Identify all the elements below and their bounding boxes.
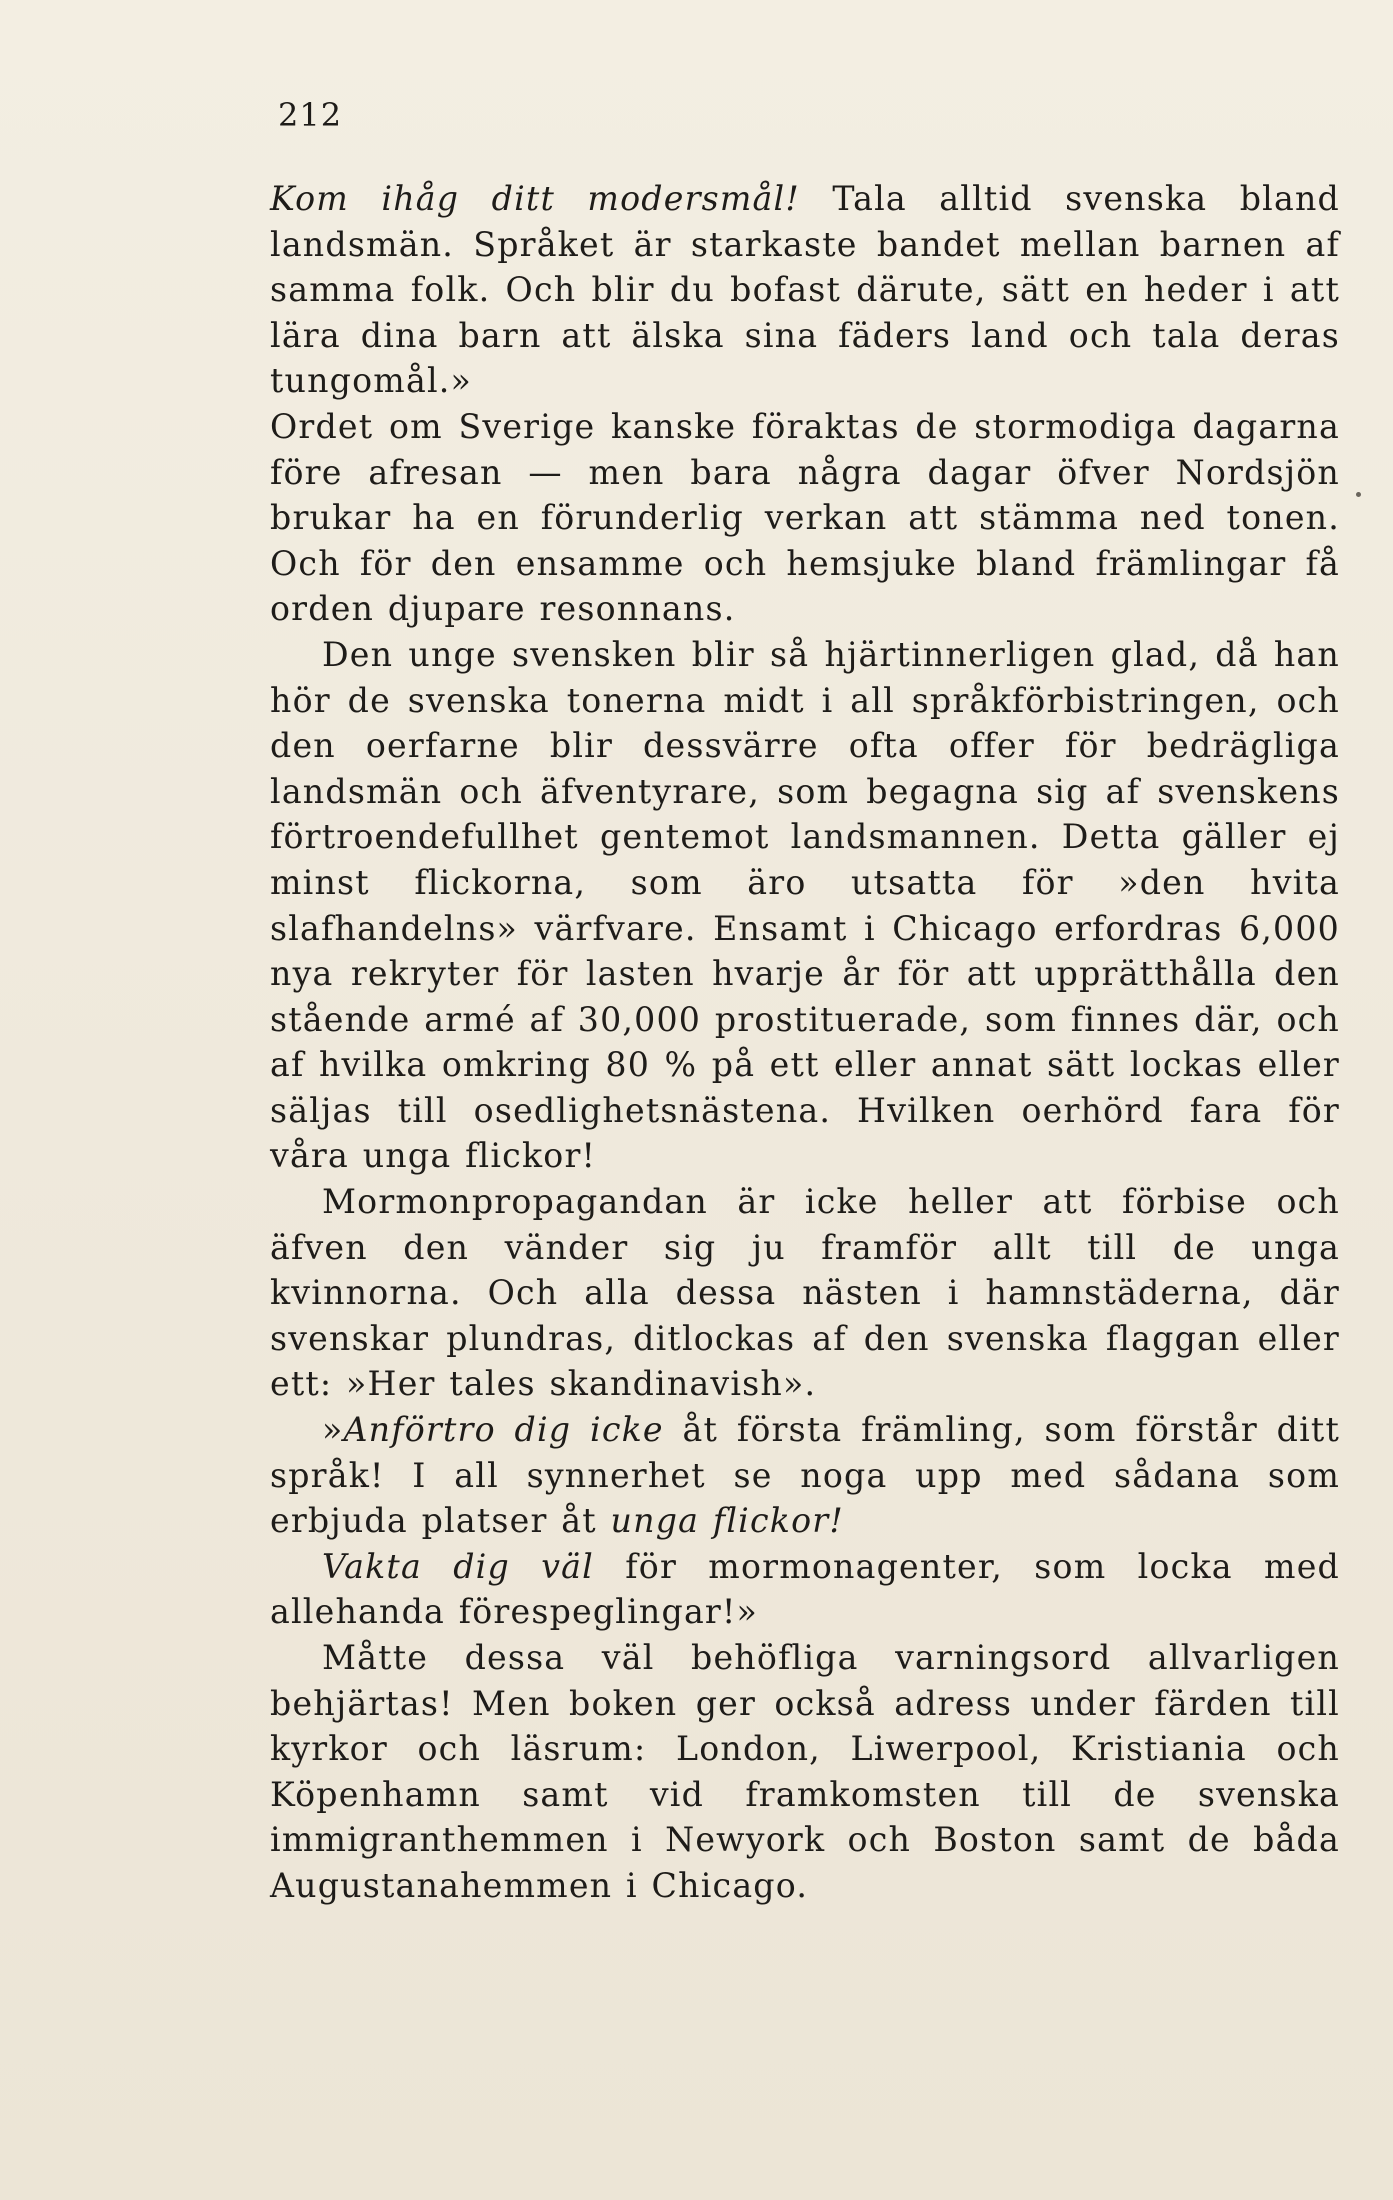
margin-speck — [1356, 492, 1361, 497]
text-run: Kom ihåg ditt modersmål! — [270, 179, 800, 218]
text-run: Ordet om Sverige kanske föraktas de stormodiga dagarna före afresan — men bara några dagar öfver Nordsjön brukar ha en förunderlig verkan att stämma ned tonen. Och för den ensamme och hemsjuke bland främlingar få orden djupare resonnans. — [270, 406, 1340, 629]
paragraph — [270, 176, 1340, 404]
text-run: Måtte dessa väl behöfliga varningsord allvarligen behjärtas! Men boken ger också adress under färden till kyrkor och läsrum: London, Liwerpool, Kristiania och Köpenhamn samt vid framkomsten till de svenska immigranthemmen i Newyork och Boston samt de båda Augustanahemmen i Chicago. — [270, 1638, 1340, 1905]
page-number: 212 — [278, 96, 343, 134]
text-run: Anförtro dig icke — [343, 1410, 664, 1450]
paragraph — [270, 1635, 1340, 1909]
paragraph — [270, 1179, 1340, 1407]
paragraph — [270, 1544, 1340, 1635]
text-run: » — [322, 1410, 344, 1450]
text-run: åt första främling, som förstår ditt språk! I all synnerhet se noga upp med sådana som erbjuda platser åt — [270, 1410, 1340, 1541]
text-run: för mormonagenter, som locka med allehanda förespeglingar!» — [270, 1546, 1341, 1632]
text-run: Mormonpropagandan är icke heller att förbise och äfven den vänder sig ju framför allt till de unga kvinnorna. Och alla dessa nästen i hamnstäderna, där svenskar plundras, ditlockas af den svenska flaggan eller ett: »Her tales skandinavish». — [270, 1182, 1340, 1404]
text-run: unga flickor! — [610, 1501, 844, 1541]
text-run: Vakta dig väl — [322, 1546, 594, 1586]
paragraph — [270, 1407, 1340, 1544]
body-text — [270, 176, 1340, 1909]
text-run: Den unge svensken blir så hjärtinnerligen glad, då han hör de svenska tonerna midt i all språkförbistringen, och den oerfarne blir dessvärre ofta offer för bedrägliga landsmän och äfventyrare, som begagna sig af svenskens förtroendefullhet gentemot landsmannen. Detta gäller ej minst flickorna, som äro utsatta för »den hvita slafhandelns» värfvare. Ensamt i Chicago erfordras 6,000 nya rekryter för lasten hvarje år för att upprätthålla den stående armé af 30,000 prostituerade, som finnes där, och af hvilka omkring 80 % på ett eller annat sätt lockas eller säljas till osedlighetsnästena. Hvilken oerhörd fara för våra unga flickor! — [270, 634, 1340, 1176]
paragraph — [270, 632, 1340, 1179]
paragraph — [270, 404, 1340, 632]
text-run: Tala alltid svenska bland landsmän. Språket är starkaste bandet mellan barnen af samma folk. Och blir du bofast därute, sätt en heder i att lära dina barn att älska sina fäders land och tala deras tungomål.» — [270, 179, 1340, 401]
